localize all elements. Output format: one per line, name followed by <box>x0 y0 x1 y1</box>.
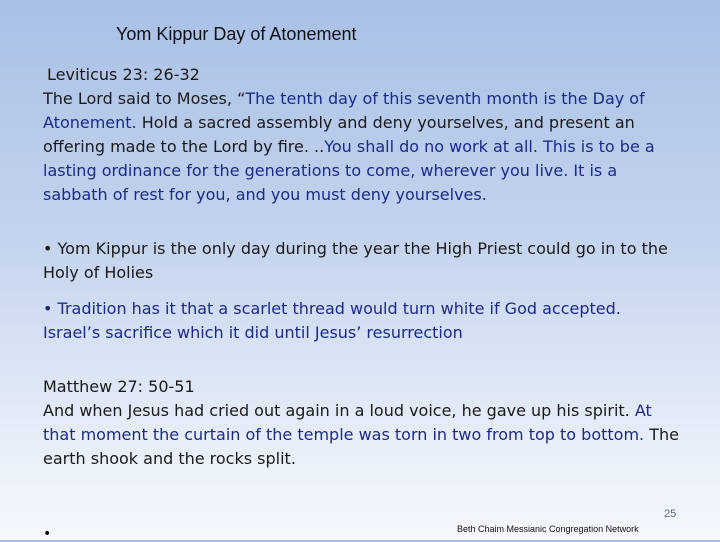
matthew-outro: The earth shook and the rocks split. <box>43 425 679 468</box>
empty-bullet: • <box>43 526 52 542</box>
matthew-passage <box>43 375 683 471</box>
matthew-quote-highlight: At that moment the curtain of the temple was torn in two from top to bottom. <box>43 401 652 444</box>
matthew-reference: Matthew 27: 50-51 <box>43 377 195 396</box>
bullet-scarlet-thread: • Tradition has it that a scarlet thread would turn white if God accepted. Israel’s sacrifice which it did until Jesus’ resurrection <box>43 299 621 342</box>
leviticus-middle: Hold a sacred assembly and deny yourselves, and present an offering made to the Lord by fire. .. <box>43 113 635 156</box>
leviticus-reference: Leviticus 23: 26-32 <box>47 65 200 84</box>
page-number: 25 <box>664 508 677 520</box>
leviticus-intro: The Lord said to Moses, “ <box>43 89 246 108</box>
matthew-intro: And when Jesus had cried out again in a loud voice, he gave up his spirit. <box>43 401 635 420</box>
footer-organization: Beth Chaim Messianic Congregation Network <box>457 524 639 534</box>
leviticus-quote-highlight-2: You shall do no work at all. This is to be a lasting ordinance for the generations to come, wherever you live. It is a sabbath of rest for you, and you must deny yourselves. <box>43 137 655 204</box>
leviticus-passage <box>43 63 683 207</box>
slide-title: Yom Kippur Day of Atonement <box>116 24 357 44</box>
bullet-high-priest: • Yom Kippur is the only day during the year the High Priest could go in to the Holy of Holies <box>43 239 668 282</box>
leviticus-quote-highlight-1: The tenth day of this seventh month is the Day of Atonement. <box>43 89 645 132</box>
